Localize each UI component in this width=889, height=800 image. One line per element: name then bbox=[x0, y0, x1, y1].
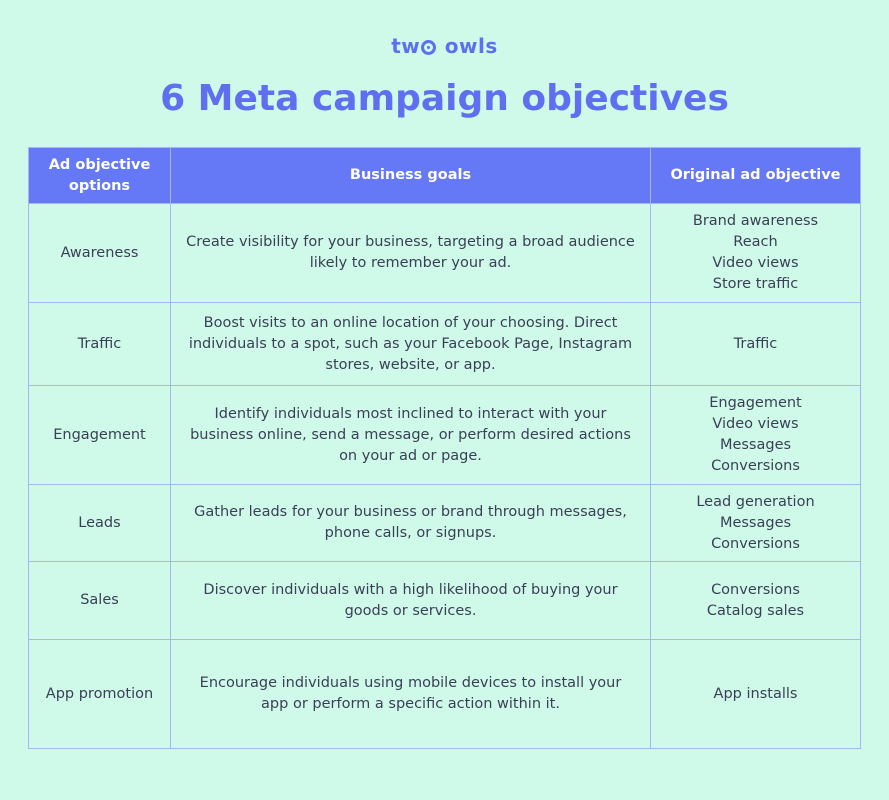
owl-eye-icon bbox=[421, 40, 436, 55]
header-business-goals: Business goals bbox=[171, 148, 651, 204]
header-ad-objective-options: Ad objective options bbox=[29, 148, 171, 204]
table-header-row bbox=[29, 148, 861, 204]
logo-text-prefix: tw bbox=[391, 34, 421, 58]
table-row bbox=[29, 485, 861, 562]
option-cell: Sales bbox=[29, 562, 171, 640]
option-cell: Engagement bbox=[29, 386, 171, 485]
header-original-ad-objective: Original ad objective bbox=[651, 148, 861, 204]
option-cell: Leads bbox=[29, 485, 171, 562]
goal-cell: Boost visits to an online location of your choosing. Direct individuals to a spot, such as your Facebook Page, Instagram stores, website, or app. bbox=[171, 303, 651, 386]
original-objective-cell: Lead generation Messages Conversions bbox=[651, 485, 861, 562]
logo-text-suffix: owls bbox=[437, 34, 498, 58]
goal-cell: Encourage individuals using mobile devices to install your app or perform a specific action within it. bbox=[171, 640, 651, 749]
original-objective-cell: Traffic bbox=[651, 303, 861, 386]
page-title: 6 Meta campaign objectives bbox=[160, 78, 729, 119]
option-cell: Awareness bbox=[29, 204, 171, 303]
goal-cell: Create visibility for your business, targeting a broad audience likely to remember your ad. bbox=[171, 204, 651, 303]
original-objective-cell: Conversions Catalog sales bbox=[651, 562, 861, 640]
table-row bbox=[29, 640, 861, 749]
table-row bbox=[29, 303, 861, 386]
original-objective-cell: Engagement Video views Messages Conversions bbox=[651, 386, 861, 485]
option-cell: Traffic bbox=[29, 303, 171, 386]
original-objective-cell: App installs bbox=[651, 640, 861, 749]
table-row bbox=[29, 562, 861, 640]
goal-cell: Gather leads for your business or brand through messages, phone calls, or signups. bbox=[171, 485, 651, 562]
goal-cell: Discover individuals with a high likelihood of buying your goods or services. bbox=[171, 562, 651, 640]
original-objective-cell: Brand awareness Reach Video views Store traffic bbox=[651, 204, 861, 303]
brand-logo bbox=[0, 34, 889, 58]
table-row bbox=[29, 386, 861, 485]
option-cell: App promotion bbox=[29, 640, 171, 749]
table-row bbox=[29, 204, 861, 303]
objectives-table bbox=[28, 147, 861, 749]
goal-cell: Identify individuals most inclined to interact with your business online, send a message, or perform desired actions on your ad or page. bbox=[171, 386, 651, 485]
